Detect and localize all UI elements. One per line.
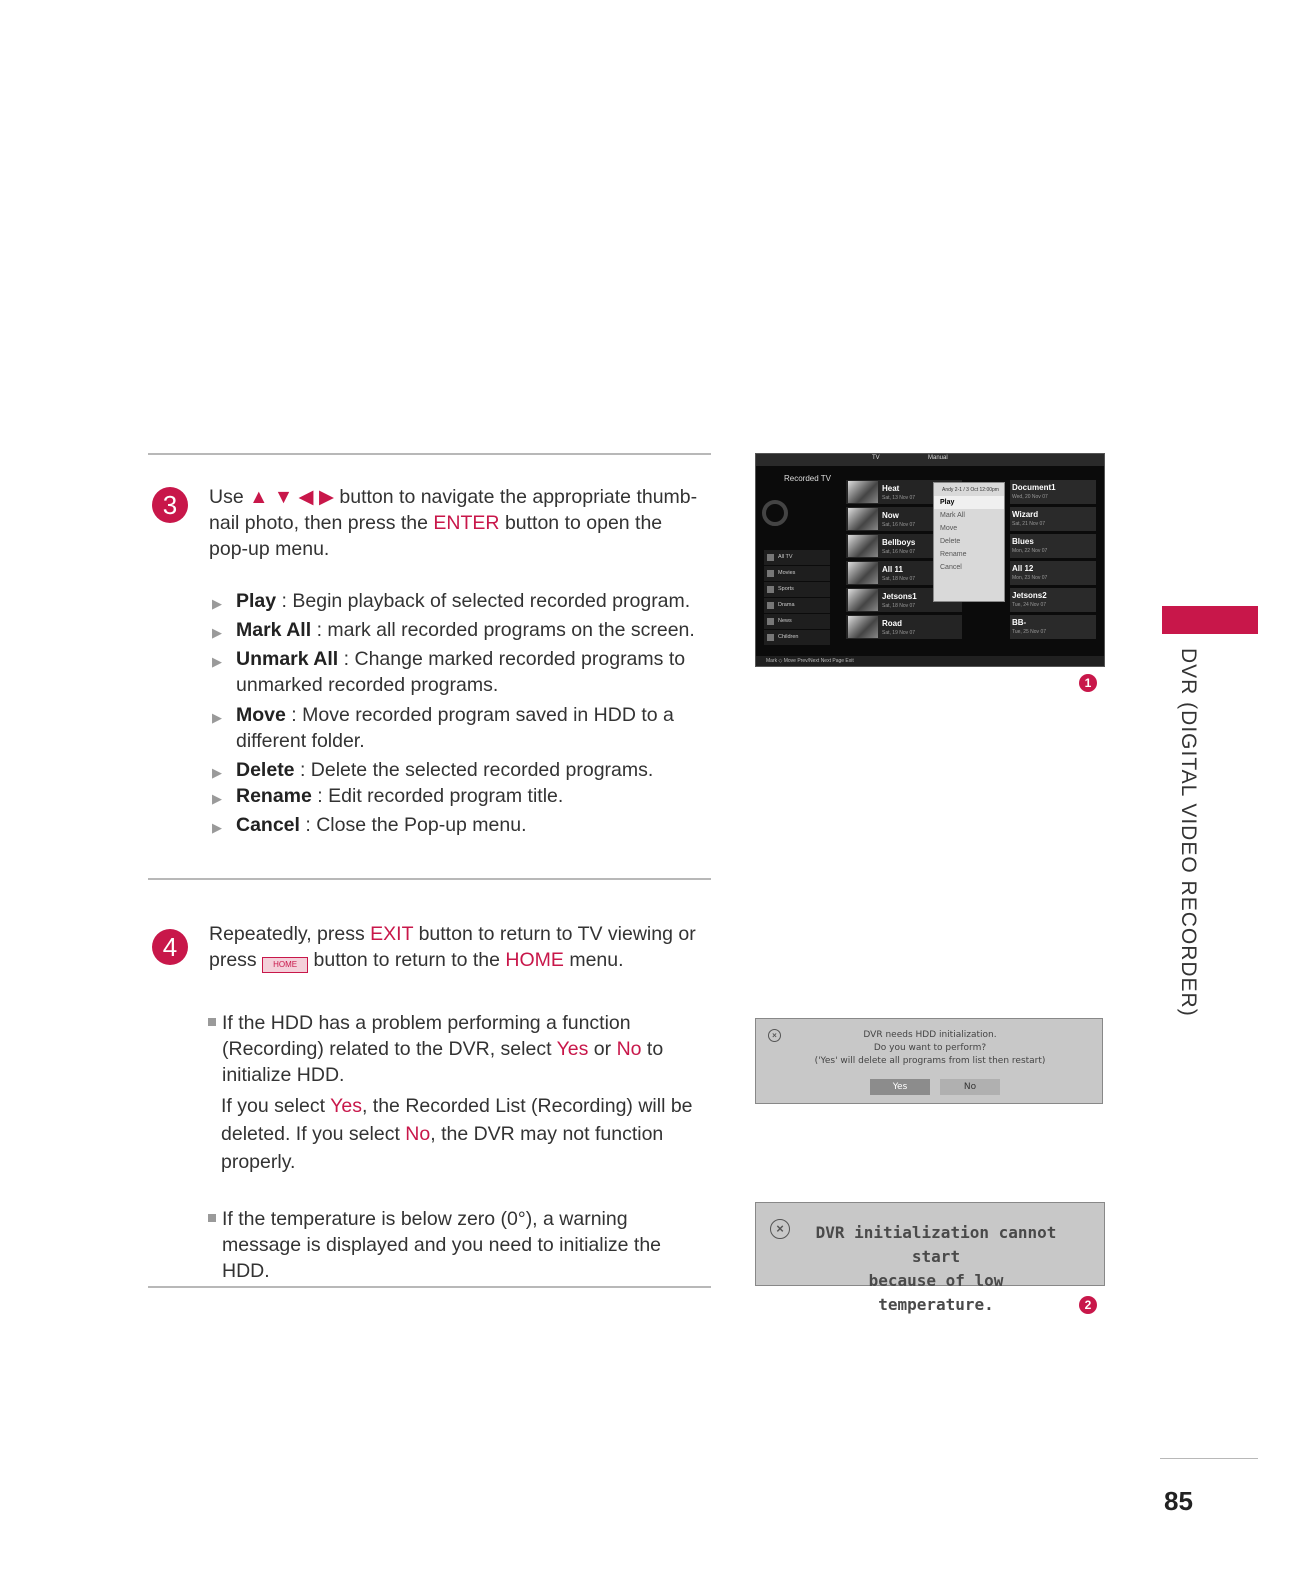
section-divider [148,453,711,455]
dialog-message: DVR needs HDD initialization. Do you want to perform? ('Yes' will delete all programs from list then restart) [814,1030,1046,1066]
recording-item[interactable]: Jetsons1 Sat, 18 Nov 07 [846,588,962,612]
popup-menu [933,482,1005,602]
disc-icon [762,500,788,526]
option-unmark-all: ▶ Unmark All : Change marked recorded programs to unmarked recorded programs. [212,646,712,698]
category-sidebar [764,550,830,646]
category-item[interactable]: Drama [764,598,830,613]
note-temperature: If the temperature is below zero (0°), a warning message is displayed and you need to initialize the HDD. [208,1206,696,1284]
recording-item[interactable]: All 11 Sat, 18 Nov 07 [846,561,962,585]
enter-key-label: ENTER [433,512,500,534]
popup-header: Andy 2-1 / 3 Oct 12:00pm [942,487,999,493]
popup-item-play[interactable]: Play [934,496,1004,509]
category-item[interactable]: Children [764,630,830,645]
page-number-divider [1160,1458,1258,1459]
thumbnail [848,508,878,530]
step-3-instruction [209,484,701,562]
recording-item[interactable]: Wizard Sat, 21 Nov 07 [1010,507,1096,531]
marker-2: 2 [1079,1296,1097,1314]
top-bar: TV Manual [756,454,1104,466]
no-button[interactable]: No [940,1079,1000,1095]
recording-item[interactable]: Jetsons2 Tue, 24 Nov 07 [1010,588,1096,612]
popup-item-rename[interactable]: Rename [940,551,967,558]
popup-item-move[interactable]: Move [940,525,958,532]
screen-title: Recorded TV [784,474,831,483]
thumbnail [848,616,878,638]
thumbnail [848,481,878,503]
key-guide-footer: Mark ◇ Move Prev/Next Next Page Exit [756,656,1104,666]
page-number: 85 [1164,1486,1193,1516]
recording-item[interactable]: Now Sat, 16 Nov 07 [846,507,962,531]
yes-button[interactable]: Yes [870,1079,930,1095]
section-divider [148,1286,711,1288]
step-3-text-post: button to open the pop-up menu. [209,512,663,560]
step-3-use: Use [209,486,244,508]
recording-item[interactable]: All 12 Mon, 23 Nov 07 [1010,561,1096,585]
recording-item[interactable]: Road Sat, 19 Nov 07 [846,615,962,639]
category-item[interactable]: Movies [764,566,830,581]
section-divider [148,878,711,880]
step-4-instruction: Repeatedly, press EXIT button to return to TV viewing or press HOME button to return to the HOME menu. [209,923,696,971]
marker-1: 1 [1079,674,1097,692]
recording-item[interactable]: Blues Mon, 22 Nov 07 [1010,534,1096,558]
thumbnail [848,589,878,611]
recording-item[interactable]: BB- Tue, 25 Nov 07 [1010,615,1096,639]
close-icon[interactable]: × [770,1219,790,1239]
thumbnail [848,562,878,584]
popup-item-cancel[interactable]: Cancel [940,564,962,571]
option-play: ▶ Play : Begin playback of selected recorded program. [212,588,712,614]
close-icon[interactable]: × [768,1029,781,1042]
option-move: ▶ Move : Move recorded program saved in HDD to a different folder. [212,702,712,754]
option-cancel: ▶ Cancel : Close the Pop-up menu. [212,812,712,838]
category-item[interactable]: All TV [764,550,830,565]
option-mark-all: ▶ Mark All : mark all recorded programs on the screen. [212,617,712,643]
home-key-icon: HOME [262,957,308,973]
thumbnail [848,535,878,557]
popup-item-delete[interactable]: Delete [940,538,961,545]
option-rename: ▶ Rename : Edit recorded program title. [212,783,712,809]
option-delete: ▶ Delete : Delete the selected recorded programs. [212,757,712,783]
popup-options-list [212,588,712,838]
chapter-tab [1162,606,1258,634]
square-bullet-icon [208,1018,216,1026]
exit-key-label: EXIT [370,923,414,945]
step-3-text-pre: button to navigate the appropriate thumb-nail photo, then press the [209,486,698,534]
category-item[interactable]: Sports [764,582,830,597]
home-menu-label: HOME [505,949,564,971]
chapter-label: DVR (DIGITAL VIDEO RECORDER) [1177,648,1200,1017]
recording-item[interactable]: Bellboys Sat, 16 Nov 07 [846,534,962,558]
dvr-recorded-list-screenshot [755,453,1105,667]
recording-item[interactable]: Heat Sat, 13 Nov 07 [846,480,962,504]
hdd-init-dialog [755,1018,1103,1104]
arrow-keys-icon: ▲ ▼ ◀ ▶ [249,486,334,508]
step-4-badge: 4 [152,929,188,965]
dialog-message: DVR initialization cannot start because of low temperature. [815,1223,1057,1314]
square-bullet-icon [208,1214,216,1222]
category-item[interactable]: News [764,614,830,629]
low-temperature-dialog [755,1202,1105,1314]
recording-item[interactable]: Document1 Wed, 20 Nov 07 [1010,480,1096,504]
note-hdd-problem: If the HDD has a problem performing a function (Recording) related to the DVR, select Yes or No to initialize HDD. If you select Yes, the Recorded List (Recording) will be deleted. If you select No, the DVR may not function properly. [208,1010,696,1176]
popup-item-mark-all[interactable]: Mark All [940,512,965,519]
step-3-badge: 3 [152,487,188,523]
